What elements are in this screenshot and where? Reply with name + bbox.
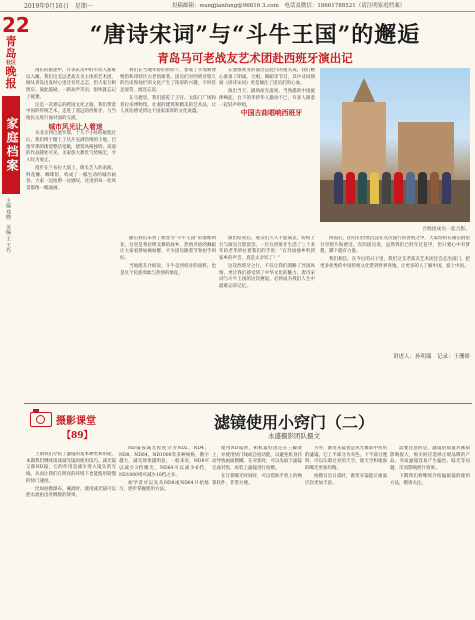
- person: [370, 172, 379, 204]
- paragraph: 在塞维利亚的演出是此行的重头戏。我们精心准备了朗诵、合唱、舞蹈等节目，其中诗词朗诵《唐诗宋词》更是倾注了团员们的心血。: [219, 68, 315, 87]
- editor-credits: 主编 郑晓 美编 王 王巧: [5, 198, 11, 253]
- issue-date: 2019年9月16日 星期一: [24, 3, 93, 10]
- paragraph: 我们相信，在今后的日子里，我们这支老战友艺术团还会走出国门，把更多优秀的中国传统文化带到世界各地，让更多的人了解中国、爱上中国。: [320, 257, 470, 269]
- person: [382, 172, 391, 204]
- article-column: [219, 68, 315, 234]
- page-number: 22: [2, 13, 30, 37]
- paragraph: ND镜按减光程度分为ND2、ND4、ND8、ND64、ND1000等多种规格，数字越大，减光效果越明显。一般来说，ND8可以减少3档曝光，ND64可以减少6档，ND1000则可减少10档之多。: [119, 446, 209, 478]
- paragraph: 在马德里，我们游览了王宫、太阳门广场和普拉多博物馆。壮观的建筑和精美的艺术品，让人真切感受到这个国家深厚的文化底蕴。: [120, 95, 216, 115]
- person: [406, 172, 415, 204]
- paragraph: 演出结束后，观众们久久不愿离去，纷纷上台与演员合影留念。一位在西班牙生活了三十多年的老华侨拉着我们的手说：“在异国他乡听到家乡的声音，真是太亲切了！”: [219, 236, 315, 262]
- paragraph: 比如拍摄瀑布、溪流时，使用减光镜可以把水流拍出丝绸般的效果。: [26, 486, 116, 499]
- person: [418, 172, 427, 204]
- camera-icon: [30, 412, 52, 427]
- article-subheadline: 青岛马可老战友艺术团赴西班牙演出记: [157, 51, 353, 65]
- photo-caption: 合唱团成员一起合影。: [422, 227, 470, 232]
- paragraph: 漫步在兰布拉大道上，街头艺人的表演、鲜花摊、咖啡馆，构成了一幅生动的城市画卷。大家一边拍照一边感叹，这里的每一处风景都像一幅油画。: [26, 165, 116, 191]
- person: [394, 172, 403, 204]
- article-headline: “唐诗宋词”与“斗牛王国”的邂逅: [89, 22, 421, 48]
- paragraph: 随后我们来到了被誉为“斗牛王国”的塞维利亚。这里是弗拉明戈舞的故乡，热情奔放的舞蹈让大家看得如痴如醉，不少团员跟着节奏拍手叫好。: [120, 236, 216, 262]
- paragraph: 回国后，团员们仍然沉浸在这次旅行的喜悦之中，大家纷纷在微信群里分享照片和感受。有的团员说，虽然我们已经年过花甲，但只要心中有梦想，脚下就有力量。: [320, 236, 470, 255]
- section-subtitle: 中国古曲唱响西班牙: [240, 109, 303, 118]
- sidebar: [0, 12, 30, 253]
- article-column: [305, 446, 387, 617]
- article-column: [120, 236, 216, 398]
- paragraph: 初学者可以先从ND8或ND64开始练习，逐步掌握使用方法。: [119, 480, 209, 493]
- group-photo: [320, 68, 470, 222]
- paragraph: 使用ND镜时，相机最好固定在三脚架上，并使用快门线或自拍功能，以避免机身抖动导致画面模糊。在对焦时，可以先取下滤镜完成对焦，再装上滤镜进行拍摄。: [212, 446, 302, 472]
- brand-top: 青岛: [5, 35, 17, 60]
- paragraph: 下期我们将继续介绍偏振镜的使用方法，敬请关注。: [390, 473, 470, 486]
- article-column: [390, 446, 470, 617]
- article-column: [320, 236, 470, 344]
- paragraph: 上期我们介绍了滤镜的基本种类和用途，本期我们继续谈谈减光镜的使用技巧。减光镜又称ND镜，它的作用是减少进入镜头的光线，从而让我们在明亮的环境下也能使用较慢的快门速度。: [26, 452, 116, 484]
- article-headline: 滤镜使用小窍门（二）: [213, 413, 374, 432]
- paragraph: 另外，渐变灰镜也是风光摄影中常用的滤镜。它上半部分为灰色，下半部分透明，可以压暗过亮的天空，使天空和地面的曝光更加均衡。: [305, 446, 387, 472]
- article-credit: 讲述人：孙明瑞 记录：王珊娇: [392, 354, 470, 360]
- person: [430, 172, 439, 204]
- contact-info: 投稿邮箱：wangjianfang@96816 3.com 电话及微信：18661788521（请注明家庭档案）: [172, 3, 406, 9]
- newspaper-logo: [4, 36, 18, 90]
- article-byline: 永盛摄影团队摄文: [268, 432, 320, 440]
- section-subtitle: 城市风光让人着迷: [48, 122, 103, 131]
- article-column: [212, 446, 302, 617]
- column-logo: [26, 408, 110, 450]
- brand-bottom: 晚报: [5, 65, 17, 90]
- person: [334, 172, 343, 204]
- paragraph: 在计算曝光时间时，可以借助手机上的换算软件，非常方便。: [212, 473, 302, 486]
- building-spire: [352, 78, 376, 104]
- person: [442, 172, 451, 204]
- page-header: [0, 0, 475, 12]
- column-number: 【89】: [62, 431, 93, 441]
- column-name: 摄影课堂: [56, 416, 96, 427]
- article-column: [219, 236, 315, 396]
- paragraph: 需要注意的是，滤镜的质量对画质影响很大，购买时应选择正规品牌的产品。劣质滤镜容易产生偏色、眩光等问题，反而影响照片效果。: [390, 446, 470, 472]
- article-column: [26, 452, 116, 617]
- paragraph: 这次西班牙之行，不仅让我们领略了异国风情，更让我们感受到了中华文化的魅力。唐诗宋词与斗牛王国的这次邂逅，必将成为我们人生中最难忘的记忆。: [219, 263, 315, 289]
- section-divider: [24, 403, 472, 404]
- paragraph: 漫长的旅途中，许多队员中的年轻人都难以入睡。我们这支以老战友为主体的艺术团，刚从青岛出发时心里还有些忐忑，但大家互相照应、彼此鼓励，一路欢声笑语，很快就忘记了疲惫。: [26, 68, 116, 100]
- paragraph: 演出当天，剧场座无虚席。当熟悉的中国旋律响起，台下的华侨华人激动不已，许多人跟着一起轻声哼唱。: [219, 89, 315, 108]
- paragraph: 这是一次难忘的跨国文化之旅。我们带着中国的传统艺术，走进了遥远的西班牙，与当地民众进行面对面的交流。: [26, 102, 116, 121]
- person: [346, 172, 355, 204]
- brand-small: 社区: [5, 60, 16, 66]
- paragraph: 从北京到巴塞罗那，十几个小时的航程过后，我们终于踏上了这片充满热情的土地。巴塞罗那的街道整洁宽敞，建筑风格独特，高迪的作品随处可见，圣家族大教堂气势恢宏，令人叹为观止。: [26, 131, 116, 164]
- article-column: [26, 68, 116, 398]
- article-column: [120, 68, 216, 236]
- paragraph: 当地朋友介绍说，斗牛是西班牙的国粹，也是这个民族勇敢与热情的象征。: [120, 263, 216, 276]
- person: [358, 172, 367, 204]
- section-title: 家庭档案: [2, 96, 20, 194]
- paragraph: 我们在当地华侨的帮助下，参观了毕加索博物馆和哥特区古老的街巷。团员们对西班牙悠久的历史和灿烂的文化产生了浓厚的兴趣，不时驻足观赏，流连忘返。: [120, 68, 216, 94]
- paragraph: 拍摄日出日落时，渐变灰镜能让画面层次更加丰富。: [305, 473, 387, 486]
- article-column: [119, 446, 209, 617]
